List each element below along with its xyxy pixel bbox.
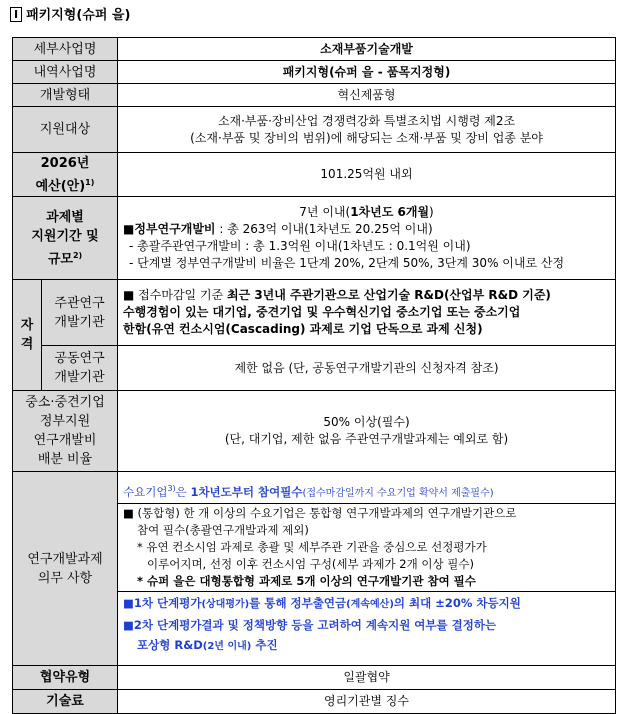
row-fee: [13, 690, 616, 714]
budget-label-2-text: 예산(안): [35, 178, 86, 194]
period-label-2: 지원기간 및: [31, 228, 99, 244]
target-line-2: (소재·부품 및 장비의 범위)에 해당되는 소재·부품 및 장비 업종 분야: [190, 130, 543, 145]
qual-main-line-1-pre: ■ 접수마감일 기준: [123, 288, 227, 302]
duty-b3-line-3-small: (2년 이내): [202, 641, 252, 652]
duty-b3-line-3-b: 추진: [251, 638, 278, 652]
duty-b2-line-4: 이루어지며, 선정 이후 컨소시엄 구성(세부 과제가 2개 이상 필수): [147, 557, 474, 571]
duty-b1-pre: 수요기업: [123, 485, 168, 499]
label-agreement: 협약유형: [13, 666, 118, 690]
duty-b1-line: [123, 480, 610, 502]
period-line-4: - 단계별 정부연구개발비 비율은 1단계 20%, 2단계 50%, 3단계 30% 이내로 산정: [129, 256, 565, 270]
duty-blocks: [118, 479, 615, 658]
duty-b3-line-1-c: 의 최대 ±20% 차등지원: [393, 596, 521, 610]
row-duty: [13, 472, 616, 666]
sme-line-2: (단, 대기업, 제한 없음 주관연구개발과제는 예외로 함): [224, 432, 509, 446]
target-line-1: 소재·부품·장비산업 경쟁력강화 특별조치법 시행령 제2조: [217, 113, 516, 128]
duty-block-2: [118, 503, 615, 591]
label-target: 지원대상: [13, 107, 118, 153]
budget-label-1: 2026년: [40, 155, 90, 171]
section-title-text: 패키지형(슈퍼 을): [26, 8, 131, 23]
duty-block-1: [118, 479, 615, 503]
period-line-1-bold: 1차년도 6개월: [350, 205, 430, 219]
sme-label-3: 연구개발비: [33, 433, 97, 448]
period-line-1: [123, 204, 610, 221]
row-period: [13, 197, 616, 280]
value-agreement: 일괄협약: [118, 666, 616, 690]
sme-label-4: 배분 비율: [37, 452, 93, 467]
sme-label-1: 중소·중견기업: [25, 395, 105, 410]
row-devtype: [13, 84, 616, 107]
value-qual-joint: 제한 없음 (단, 공동연구개발기관의 신청자격 참조): [118, 346, 616, 391]
qual-joint-label-2: 개발기관: [54, 370, 105, 385]
label-qual-group: 자격: [13, 280, 42, 391]
duty-b3-line-1: [123, 593, 610, 615]
qual-main-label-2: 개발기관: [54, 314, 105, 330]
value-period: [118, 197, 616, 280]
qual-main-line-1-bold: 최근 3년내 주관기관으로 산업기술 R&D(산업부 R&D 기준): [226, 288, 551, 302]
row-qual-joint: [13, 346, 616, 391]
duty-b3-line-1-small2: (계속예산): [346, 599, 394, 610]
qual-main-line-3: 한함(유연 컨소시엄(Cascading) 과제로 기업 단독으로 과제 신청): [123, 322, 483, 336]
label-qual-joint: [42, 346, 118, 391]
program-table: [12, 37, 616, 714]
row-budget: [13, 153, 616, 197]
duty-b1-footnote-mark: 3): [167, 484, 176, 493]
budget-footnote-mark: 1): [85, 177, 95, 187]
period-footnote-mark: 2): [72, 250, 83, 260]
period-label-1: 과제별: [46, 209, 84, 225]
bullet-square: ■: [123, 222, 135, 236]
section-title: [10, 4, 130, 23]
qual-main-line-1: [123, 287, 610, 304]
row-agreement: [13, 666, 616, 690]
value-target: [118, 107, 616, 153]
row-program: [13, 38, 616, 61]
label-qual-main: [42, 280, 118, 346]
label-budget: [13, 153, 118, 197]
label-subprogram: 내역사업명: [13, 61, 118, 84]
duty-b1-rest: 은: [175, 485, 191, 499]
duty-b1-bold: 1차년도부터 참여필수: [190, 485, 303, 499]
section-number-box: Ⅰ: [10, 7, 22, 22]
value-fee: 영리기관별 징수: [118, 690, 616, 714]
value-duty: [118, 472, 616, 666]
label-period: [13, 197, 118, 280]
duty-b3-line-3: [123, 635, 610, 657]
duty-b3-line-2: ■2차 단계평가결과 및 정책방향 등을 고려하여 계속지원 여부를 결정하는: [123, 618, 497, 632]
period-label-3: [15, 246, 115, 269]
value-devtype: 혁신제품형: [118, 84, 616, 107]
sme-label-2: 정부지원: [39, 414, 91, 429]
label-program: 세부사업명: [13, 38, 118, 61]
value-program: 소재부품기술개발: [118, 38, 616, 61]
duty-b2-line-3: * 유연 컨소시엄 과제로 총괄 및 세부주관 기관을 중심으로 선정평가가: [137, 540, 487, 554]
value-qual-main: [118, 280, 616, 346]
duty-b2-line-2: 참여 필수(총괄연구개발과제 제외): [137, 523, 309, 537]
label-duty: [13, 472, 118, 666]
value-budget: 101.25억원 내외: [118, 153, 616, 197]
period-line-1-post: ): [429, 205, 434, 219]
qual-main-line-2: 수행경험이 있는 대기업, 중견기업 및 우수혁신기업 중소기업 또는 중소기업: [123, 305, 521, 319]
duty-b2-line-5: * 슈퍼 을은 대형통합형 과제로 5개 이상의 연구개발기관 참여 필수: [137, 574, 476, 588]
duty-b1-tail: (접수마감일까지 수요기업 확약서 제출필수): [302, 488, 494, 499]
duty-b3-line-1-b: 를 통해 정부출연금: [249, 596, 347, 610]
duty-b3-line-1-a: ■1차 단계평가: [123, 596, 202, 610]
period-line-2-bold: 정부연구개발비: [134, 222, 216, 236]
row-target: [13, 107, 616, 153]
label-devtype: 개발형태: [13, 84, 118, 107]
sme-line-1: 50% 이상(필수): [323, 415, 410, 429]
qual-joint-label-1: 공동연구: [54, 351, 105, 366]
budget-label-2: [15, 173, 115, 196]
duty-b2-line-1: ■ (통합형) 한 개 이상의 수요기업은 통합형 연구개발과제의 연구개발기관으로: [123, 506, 517, 520]
duty-b3-line-1-small: (상대평가): [201, 599, 250, 610]
qual-main-label-1: 주관연구: [54, 295, 105, 311]
row-subprogram: [13, 61, 616, 84]
period-line-2-rest: : 총 263억 이내(1차년도 20.25억 이내): [215, 222, 433, 236]
duty-block-3: [118, 591, 615, 658]
duty-label-2: 의무 사항: [37, 570, 93, 586]
value-sme: [118, 391, 616, 472]
label-sme: [13, 391, 118, 472]
value-subprogram: 패키지형(슈퍼 을 - 품목지정형): [118, 61, 616, 84]
row-sme: [13, 391, 616, 472]
period-label-3-text: 규모: [47, 251, 73, 267]
period-line-3: - 총괄주관연구개발비 : 총 1.3억원 이내(1차년도 : 0.1억원 이내): [129, 239, 471, 253]
duty-label-1: 연구개발과제: [27, 551, 103, 567]
duty-b3-line-3-a: 포상형 R&D: [137, 638, 203, 652]
row-qual-main: [13, 280, 616, 346]
label-fee: 기술료: [13, 690, 118, 714]
period-line-2: [123, 221, 610, 238]
period-line-1-pre: 7년 이내(: [299, 205, 351, 219]
